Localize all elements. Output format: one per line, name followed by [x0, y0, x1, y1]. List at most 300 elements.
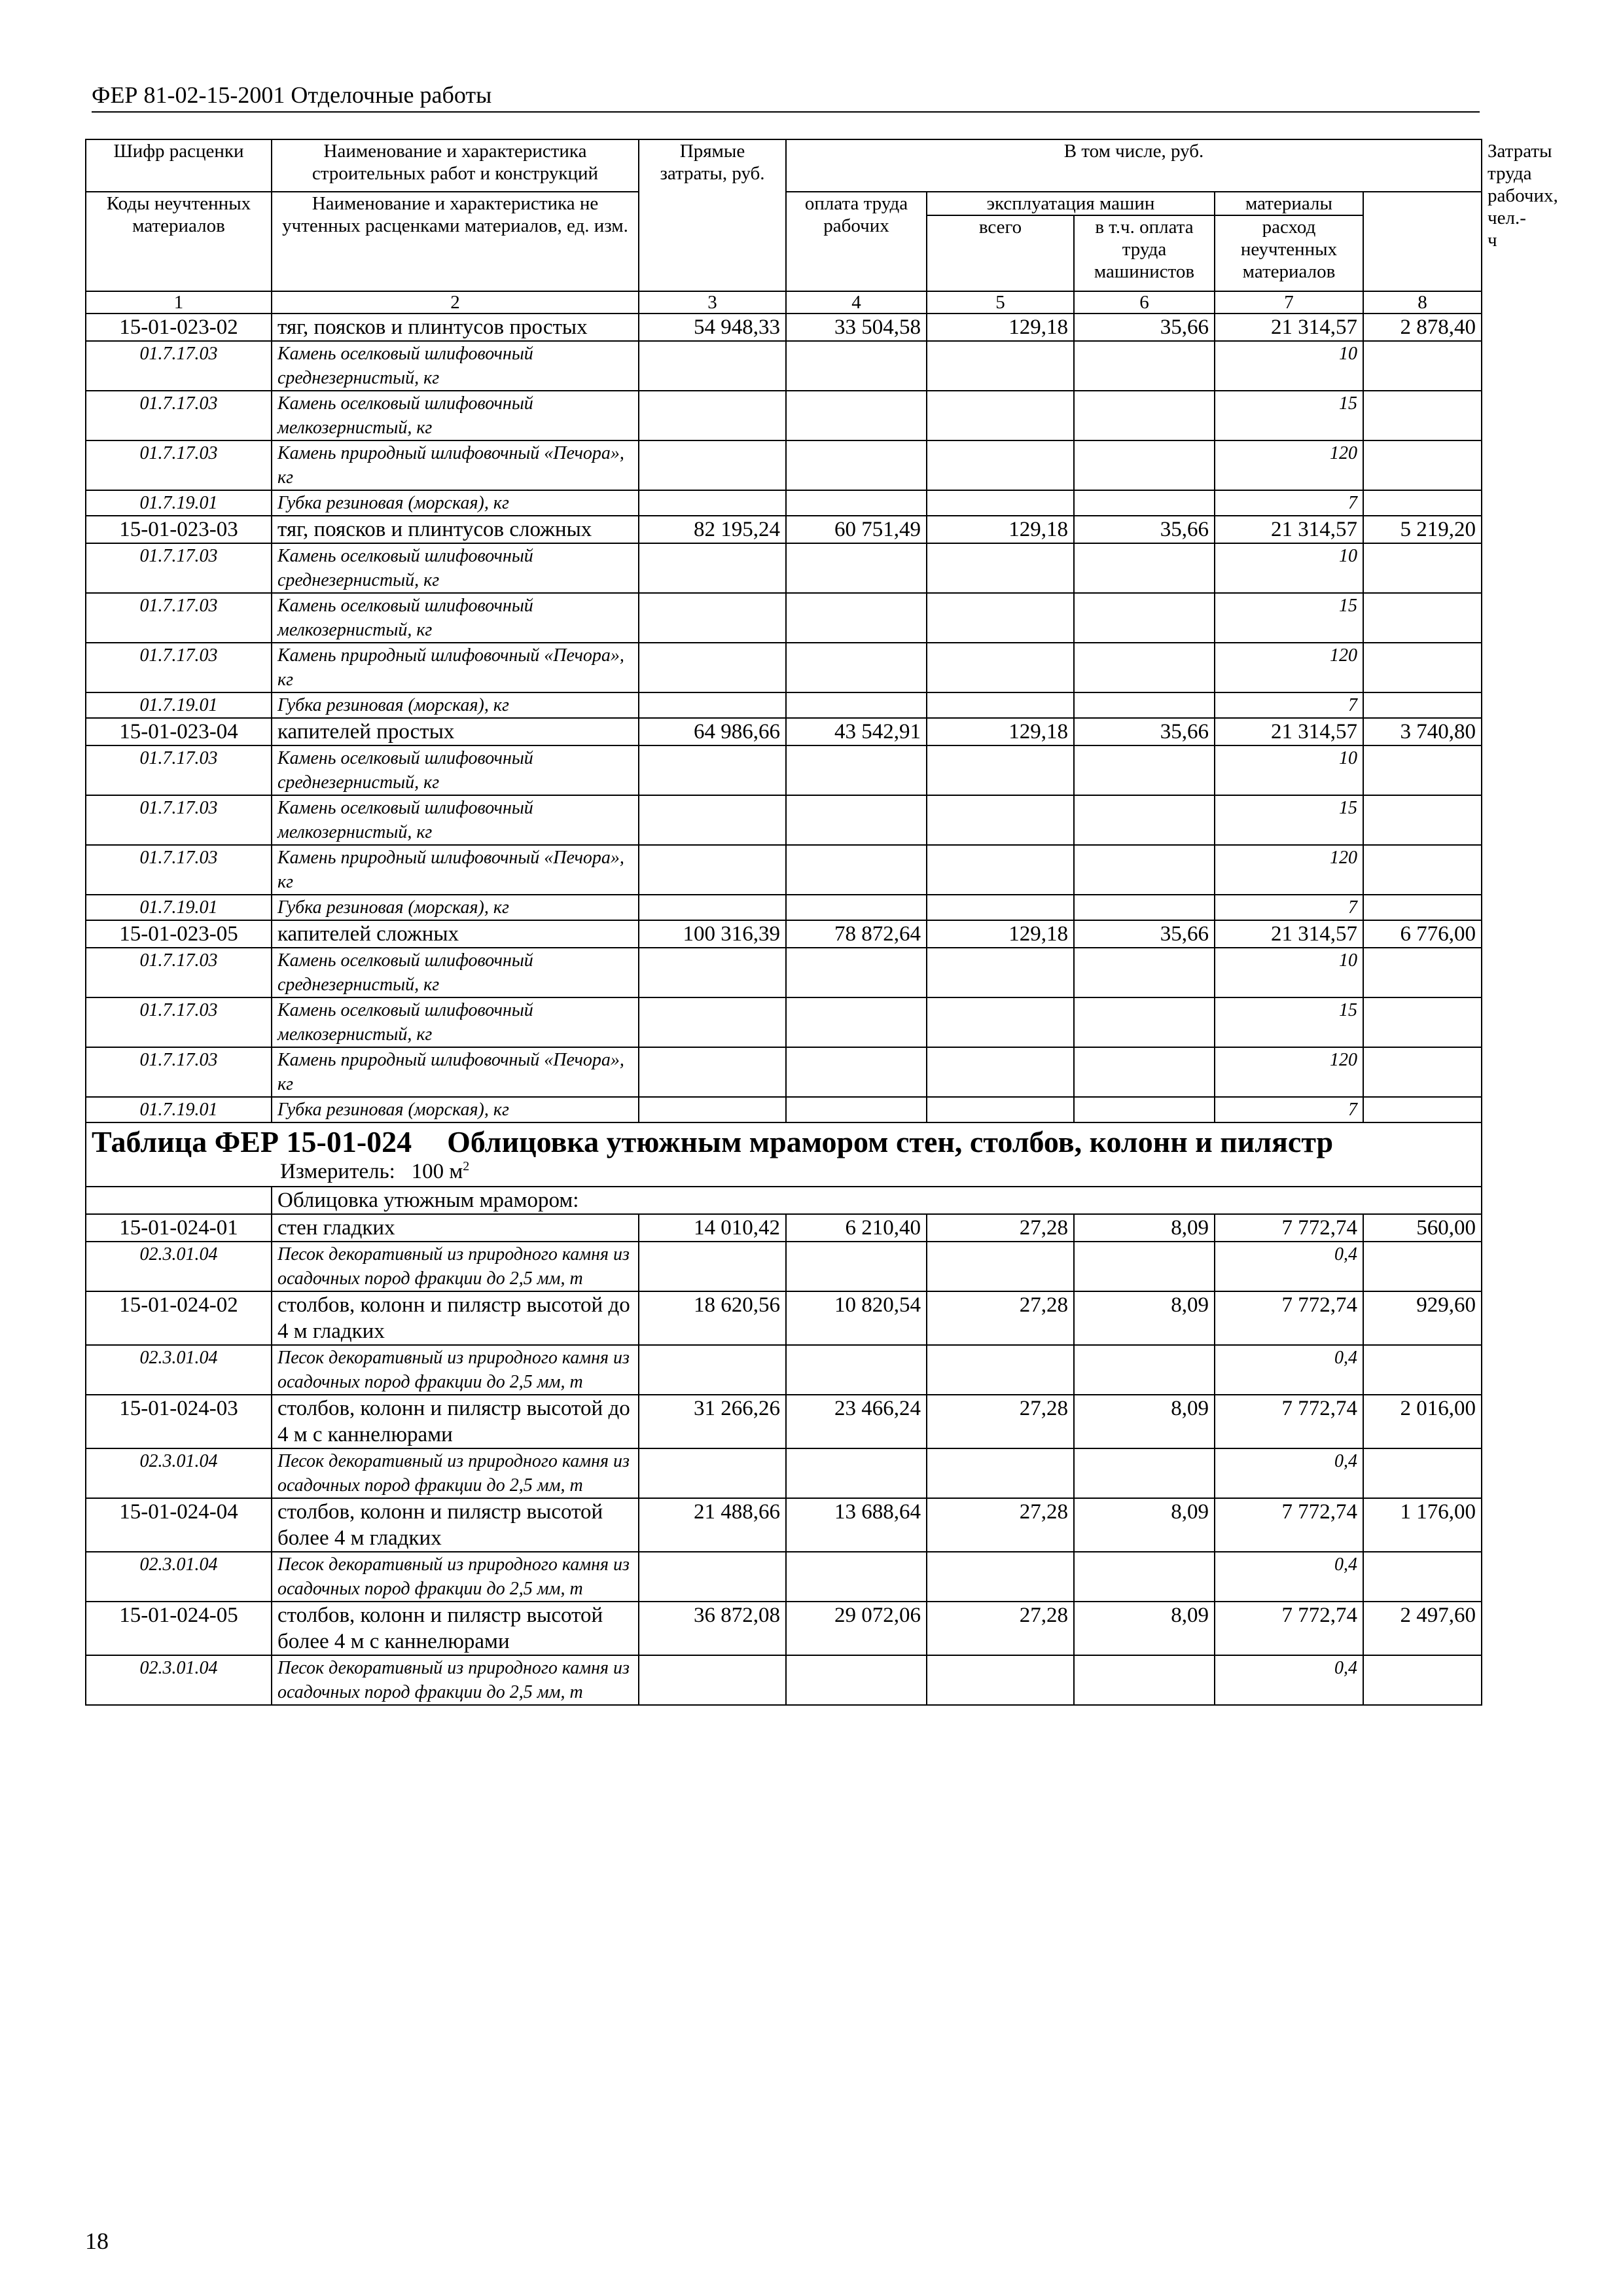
- material-name: Камень природный шлифовочный «Печора», кг: [272, 845, 639, 895]
- material-quantity: 120: [1215, 845, 1363, 895]
- empty-cell: [1363, 895, 1482, 920]
- empty-cell: [786, 1097, 927, 1122]
- empty-cell: [639, 643, 786, 692]
- empty-cell: [1363, 745, 1482, 795]
- material-row: [86, 643, 1482, 692]
- empty-cell: [1363, 490, 1482, 516]
- material-code: 01.7.17.03: [86, 643, 272, 692]
- empty-cell: [1074, 1242, 1215, 1291]
- rate-code: 15-01-023-02: [86, 314, 272, 341]
- empty-cell: [639, 490, 786, 516]
- material-quantity: 120: [1215, 1047, 1363, 1097]
- empty-cell: [639, 1345, 786, 1395]
- empty-cell: [786, 795, 927, 845]
- column-number: 7: [1215, 291, 1363, 314]
- worker-pay: 60 751,49: [786, 516, 927, 543]
- empty-cell: [1363, 795, 1482, 845]
- empty-cell: [1363, 1345, 1482, 1395]
- empty-cell: [1363, 341, 1482, 391]
- material-quantity: 15: [1215, 391, 1363, 440]
- direct-costs: 36 872,08: [639, 1602, 786, 1655]
- material-name: Камень природный шлифовочный «Печора», кг: [272, 1047, 639, 1097]
- header-name-bottom: Наименование и характеристика не учтенных расценками материалов, ед. изм.: [272, 192, 639, 291]
- table-row: [86, 516, 1482, 543]
- empty-cell: [1363, 1242, 1482, 1291]
- material-name: Камень оселковый шлифовочный мелкозернистый, кг: [272, 795, 639, 845]
- materials-cost: 21 314,57: [1215, 718, 1363, 745]
- worker-pay: 23 466,24: [786, 1395, 927, 1448]
- empty-cell: [927, 1097, 1074, 1122]
- materials-cost: 21 314,57: [1215, 516, 1363, 543]
- group-label: Облицовка утюжным мрамором:: [272, 1187, 1482, 1214]
- material-name: Песок декоративный из природного камня из осадочных пород фракции до 2,5 мм, т: [272, 1242, 639, 1291]
- empty-cell: [1074, 543, 1215, 593]
- header-machine-operation: эксплуатация машин: [927, 192, 1215, 215]
- empty-cell: [1363, 692, 1482, 718]
- table-title-number: Таблица ФЕР 15-01-024: [92, 1125, 412, 1158]
- empty-cell: [1074, 440, 1215, 490]
- rate-code: 15-01-024-04: [86, 1498, 272, 1552]
- materials-cost: 7 772,74: [1215, 1214, 1363, 1242]
- material-quantity: 0,4: [1215, 1655, 1363, 1705]
- empty-cell: [786, 341, 927, 391]
- empty-cell: [786, 440, 927, 490]
- worker-pay: 6 210,40: [786, 1214, 927, 1242]
- material-code: 01.7.19.01: [86, 895, 272, 920]
- empty-cell: [1074, 593, 1215, 643]
- direct-costs: 31 266,26: [639, 1395, 786, 1448]
- material-quantity: 15: [1215, 593, 1363, 643]
- material-code: 02.3.01.04: [86, 1345, 272, 1395]
- section-ferr-15-01-024: [86, 1214, 1482, 1705]
- material-name: Камень оселковый шлифовочный среднезернистый, кг: [272, 745, 639, 795]
- empty-cell: [1074, 1097, 1215, 1122]
- empty-cell: [927, 795, 1074, 845]
- work-name: столбов, колонн и пилястр высотой более 4 м с каннелюрами: [272, 1602, 639, 1655]
- materials-cost: 21 314,57: [1215, 314, 1363, 341]
- empty-cell: [1363, 948, 1482, 997]
- machine-total: 129,18: [927, 920, 1074, 948]
- worker-pay: 10 820,54: [786, 1291, 927, 1345]
- table-row: [86, 1291, 1482, 1345]
- machinist-pay: 35,66: [1074, 920, 1215, 948]
- document-title: ФЕР 81-02-15-2001 Отделочные работы: [92, 82, 492, 108]
- machinist-pay: 35,66: [1074, 516, 1215, 543]
- empty-cell: [786, 895, 927, 920]
- material-quantity: 0,4: [1215, 1448, 1363, 1498]
- empty-cell: [786, 845, 927, 895]
- direct-costs: 64 986,66: [639, 718, 786, 745]
- empty-cell: [639, 845, 786, 895]
- rate-code: 15-01-024-03: [86, 1395, 272, 1448]
- material-quantity: 120: [1215, 643, 1363, 692]
- page-number: 18: [85, 2228, 109, 2254]
- table-title-row: [86, 1122, 1482, 1160]
- table-row: [86, 1214, 1482, 1242]
- meter-value: 100 м: [411, 1160, 463, 1183]
- labor-costs: 3 740,80: [1363, 718, 1482, 745]
- material-row: [86, 593, 1482, 643]
- direct-costs: 14 010,42: [639, 1214, 786, 1242]
- table-row: [86, 1395, 1482, 1448]
- worker-pay: 33 504,58: [786, 314, 927, 341]
- table-row: [86, 1498, 1482, 1552]
- empty-cell: [1074, 341, 1215, 391]
- material-name: Камень оселковый шлифовочный мелкозернистый, кг: [272, 391, 639, 440]
- material-row: [86, 948, 1482, 997]
- empty-cell: [1074, 795, 1215, 845]
- empty-cell: [786, 692, 927, 718]
- direct-costs: 54 948,33: [639, 314, 786, 341]
- empty-cell: [786, 1448, 927, 1498]
- work-name: стен гладких: [272, 1214, 639, 1242]
- work-name: тяг, поясков и плинтусов сложных: [272, 516, 639, 543]
- material-code: 01.7.17.03: [86, 593, 272, 643]
- rate-code: 15-01-023-03: [86, 516, 272, 543]
- worker-pay: 43 542,91: [786, 718, 927, 745]
- material-name: Камень оселковый шлифовочный мелкозернистый, кг: [272, 593, 639, 643]
- worker-pay: 13 688,64: [786, 1498, 927, 1552]
- materials-cost: 7 772,74: [1215, 1602, 1363, 1655]
- machine-total: 27,28: [927, 1498, 1074, 1552]
- material-code: 02.3.01.04: [86, 1655, 272, 1705]
- column-number: 3: [639, 291, 786, 314]
- material-quantity: 7: [1215, 1097, 1363, 1122]
- header-total: всего: [927, 215, 1074, 291]
- material-code: 01.7.17.03: [86, 948, 272, 997]
- rate-code: 15-01-023-04: [86, 718, 272, 745]
- material-row: [86, 895, 1482, 920]
- header-worker-pay: оплата труда рабочих: [786, 192, 927, 291]
- material-quantity: 0,4: [1215, 1345, 1363, 1395]
- empty-cell: [927, 1552, 1074, 1602]
- material-code: 02.3.01.04: [86, 1242, 272, 1291]
- material-name: Камень оселковый шлифовочный среднезернистый, кг: [272, 341, 639, 391]
- material-name: Камень природный шлифовочный «Печора», кг: [272, 440, 639, 490]
- empty-cell: [1074, 490, 1215, 516]
- empty-cell: [927, 543, 1074, 593]
- column-number: 6: [1074, 291, 1215, 314]
- empty-cell: [1074, 845, 1215, 895]
- direct-costs: 21 488,66: [639, 1498, 786, 1552]
- labor-costs: 6 776,00: [1363, 920, 1482, 948]
- group-cell-empty: [86, 1187, 272, 1214]
- empty-cell: [786, 745, 927, 795]
- rate-code: 15-01-024-05: [86, 1602, 272, 1655]
- material-name: Песок декоративный из природного камня из осадочных пород фракции до 2,5 мм, т: [272, 1552, 639, 1602]
- empty-cell: [1074, 745, 1215, 795]
- material-row: [86, 997, 1482, 1047]
- empty-cell: [639, 895, 786, 920]
- empty-cell: [639, 543, 786, 593]
- material-quantity: 10: [1215, 948, 1363, 997]
- empty-cell: [639, 1097, 786, 1122]
- empty-cell: [1363, 1552, 1482, 1602]
- empty-cell: [927, 692, 1074, 718]
- empty-cell: [639, 948, 786, 997]
- work-name: столбов, колонн и пилястр высотой более 4 м гладких: [272, 1498, 639, 1552]
- work-name: столбов, колонн и пилястр высотой до 4 м с каннелюрами: [272, 1395, 639, 1448]
- section-ferr-15-01-023: [86, 314, 1482, 1122]
- empty-cell: [927, 490, 1074, 516]
- empty-cell: [927, 391, 1074, 440]
- empty-cell: [1363, 643, 1482, 692]
- empty-cell: [786, 1047, 927, 1097]
- empty-cell: [786, 593, 927, 643]
- table-title: [86, 1122, 1482, 1160]
- material-row: [86, 543, 1482, 593]
- machine-total: 27,28: [927, 1214, 1074, 1242]
- header-unaccounted-codes: Коды неучтенных материалов: [86, 192, 272, 291]
- empty-cell: [786, 1242, 927, 1291]
- empty-cell: [927, 948, 1074, 997]
- empty-cell: [639, 692, 786, 718]
- material-quantity: 10: [1215, 341, 1363, 391]
- material-name: Губка резиновая (морская), кг: [272, 490, 639, 516]
- material-row: [86, 1345, 1482, 1395]
- empty-cell: [1363, 543, 1482, 593]
- table-row: [86, 920, 1482, 948]
- empty-cell: [927, 643, 1074, 692]
- material-code: 01.7.19.01: [86, 692, 272, 718]
- material-row: [86, 391, 1482, 440]
- column-number: 1: [86, 291, 272, 314]
- machine-total: 129,18: [927, 314, 1074, 341]
- empty-cell: [1363, 1047, 1482, 1097]
- empty-cell: [639, 997, 786, 1047]
- material-code: 01.7.17.03: [86, 1047, 272, 1097]
- machinist-pay: 8,09: [1074, 1602, 1215, 1655]
- empty-cell: [1363, 391, 1482, 440]
- machine-total: 129,18: [927, 516, 1074, 543]
- work-name: столбов, колонн и пилястр высотой до 4 м гладких: [272, 1291, 639, 1345]
- empty-cell: [1363, 1448, 1482, 1498]
- material-name: Песок декоративный из природного камня из осадочных пород фракции до 2,5 мм, т: [272, 1448, 639, 1498]
- labor-costs: 2 497,60: [1363, 1602, 1482, 1655]
- empty-cell: [927, 1047, 1074, 1097]
- material-name: Губка резиновая (морская), кг: [272, 895, 639, 920]
- page-header: [92, 75, 1480, 113]
- material-row: [86, 845, 1482, 895]
- header-name-top: Наименование и характеристика строительных работ и конструкций: [272, 139, 639, 192]
- material-row: [86, 1097, 1482, 1122]
- rates-table: [85, 139, 1558, 1706]
- material-code: 01.7.17.03: [86, 845, 272, 895]
- material-row: [86, 692, 1482, 718]
- machine-total: 27,28: [927, 1291, 1074, 1345]
- machinist-pay: 8,09: [1074, 1214, 1215, 1242]
- material-name: Камень оселковый шлифовочный мелкозернистый, кг: [272, 997, 639, 1047]
- table-title-text: Облицовка утюжным мрамором стен, столбов, колонн и пилястр: [447, 1125, 1334, 1158]
- empty-cell: [1074, 1448, 1215, 1498]
- empty-cell: [927, 997, 1074, 1047]
- material-code: 01.7.19.01: [86, 490, 272, 516]
- empty-cell: [1074, 895, 1215, 920]
- machinist-pay: 8,09: [1074, 1291, 1215, 1345]
- empty-cell: [927, 593, 1074, 643]
- machinist-pay: 8,09: [1074, 1395, 1215, 1448]
- machinist-pay: 35,66: [1074, 314, 1215, 341]
- empty-cell: [1363, 997, 1482, 1047]
- work-name: капителей простых: [272, 718, 639, 745]
- empty-cell: [927, 1345, 1074, 1395]
- material-name: Губка резиновая (морская), кг: [272, 1097, 639, 1122]
- material-code: 01.7.17.03: [86, 795, 272, 845]
- empty-cell: [639, 1655, 786, 1705]
- table-row: [86, 718, 1482, 745]
- empty-cell: [1074, 643, 1215, 692]
- machine-total: 27,28: [927, 1602, 1074, 1655]
- empty-cell: [639, 1242, 786, 1291]
- meter: [86, 1160, 1482, 1187]
- empty-cell: [639, 1047, 786, 1097]
- material-quantity: 7: [1215, 692, 1363, 718]
- empty-cell: [639, 745, 786, 795]
- material-code: 01.7.17.03: [86, 543, 272, 593]
- worker-pay: 29 072,06: [786, 1602, 927, 1655]
- labor-costs: 929,60: [1363, 1291, 1482, 1345]
- rate-code: 15-01-024-01: [86, 1214, 272, 1242]
- empty-cell: [927, 745, 1074, 795]
- material-row: [86, 1655, 1482, 1705]
- materials-cost: 7 772,74: [1215, 1395, 1363, 1448]
- work-name: капителей сложных: [272, 920, 639, 948]
- labor-costs: 1 176,00: [1363, 1498, 1482, 1552]
- material-name: Камень природный шлифовочный «Печора», кг: [272, 643, 639, 692]
- direct-costs: 18 620,56: [639, 1291, 786, 1345]
- empty-cell: [1074, 997, 1215, 1047]
- material-name: Камень оселковый шлифовочный среднезернистый, кг: [272, 948, 639, 997]
- empty-cell: [786, 948, 927, 997]
- meter-row: [86, 1160, 1482, 1187]
- material-code: 01.7.17.03: [86, 997, 272, 1047]
- empty-cell: [786, 643, 927, 692]
- material-quantity: 15: [1215, 997, 1363, 1047]
- empty-cell: [639, 391, 786, 440]
- header-machinist-pay: в т.ч. оплата труда машинистов: [1074, 215, 1215, 291]
- rate-code: 15-01-023-05: [86, 920, 272, 948]
- material-code: 01.7.17.03: [86, 745, 272, 795]
- table-row: [86, 314, 1482, 341]
- machinist-pay: 8,09: [1074, 1498, 1215, 1552]
- empty-cell: [1074, 1552, 1215, 1602]
- empty-cell: [639, 440, 786, 490]
- empty-cell: [1363, 1655, 1482, 1705]
- material-code: 01.7.17.03: [86, 440, 272, 490]
- direct-costs: 100 316,39: [639, 920, 786, 948]
- material-quantity: 7: [1215, 490, 1363, 516]
- material-quantity: 120: [1215, 440, 1363, 490]
- empty-cell: [639, 1448, 786, 1498]
- empty-cell: [1074, 1047, 1215, 1097]
- material-quantity: 0,4: [1215, 1242, 1363, 1291]
- materials-cost: 7 772,74: [1215, 1291, 1363, 1345]
- material-row: [86, 1448, 1482, 1498]
- header-materials: материалы: [1215, 192, 1363, 215]
- empty-cell: [927, 440, 1074, 490]
- empty-cell: [1363, 1097, 1482, 1122]
- empty-cell: [1074, 1345, 1215, 1395]
- empty-cell: [786, 543, 927, 593]
- material-name: Камень оселковый шлифовочный среднезернистый, кг: [272, 543, 639, 593]
- empty-cell: [927, 1242, 1074, 1291]
- empty-cell: [927, 1448, 1074, 1498]
- material-row: [86, 1552, 1482, 1602]
- materials-cost: 21 314,57: [1215, 920, 1363, 948]
- labor-costs: 5 219,20: [1363, 516, 1482, 543]
- material-name: Песок декоративный из природного камня из осадочных пород фракции до 2,5 мм, т: [272, 1655, 639, 1705]
- empty-cell: [639, 795, 786, 845]
- material-row: [86, 490, 1482, 516]
- empty-cell: [786, 490, 927, 516]
- material-quantity: 0,4: [1215, 1552, 1363, 1602]
- material-quantity: 7: [1215, 895, 1363, 920]
- material-name: Губка резиновая (морская), кг: [272, 692, 639, 718]
- material-code: 01.7.19.01: [86, 1097, 272, 1122]
- meter-sup: 2: [463, 1159, 470, 1174]
- material-code: 01.7.17.03: [86, 391, 272, 440]
- section-ferr-15-01-024-header: [86, 1122, 1482, 1214]
- material-row: [86, 1047, 1482, 1097]
- column-number: 4: [786, 291, 927, 314]
- material-code: 02.3.01.04: [86, 1448, 272, 1498]
- header-including: В том числе, руб.: [786, 139, 1482, 192]
- empty-cell: [639, 593, 786, 643]
- empty-cell: [1363, 440, 1482, 490]
- empty-cell: [786, 1345, 927, 1395]
- material-row: [86, 795, 1482, 845]
- table-row: [86, 1602, 1482, 1655]
- header-direct-costs: Прямые затраты, руб.: [639, 139, 786, 291]
- material-row: [86, 745, 1482, 795]
- machine-total: 129,18: [927, 718, 1074, 745]
- material-row: [86, 1242, 1482, 1291]
- machine-total: 27,28: [927, 1395, 1074, 1448]
- empty-cell: [786, 1655, 927, 1705]
- empty-cell: [1074, 948, 1215, 997]
- material-code: 02.3.01.04: [86, 1552, 272, 1602]
- empty-cell: [786, 997, 927, 1047]
- empty-cell: [927, 845, 1074, 895]
- empty-cell: [1363, 845, 1482, 895]
- empty-cell: [786, 391, 927, 440]
- header-cipher: Шифр расценки: [86, 139, 272, 192]
- labor-costs: 560,00: [1363, 1214, 1482, 1242]
- empty-cell: [927, 895, 1074, 920]
- empty-cell: [786, 1552, 927, 1602]
- material-row: [86, 440, 1482, 490]
- materials-cost: 7 772,74: [1215, 1498, 1363, 1552]
- empty-cell: [927, 341, 1074, 391]
- material-name: Песок декоративный из природного камня из осадочных пород фракции до 2,5 мм, т: [272, 1345, 639, 1395]
- table-header: Шифр расценки Наименование и характеристика строительных работ и конструкций Прямые затраты, руб. В том числе, руб. Затраты труда рабочих, чел.-ч Коды неучтенных материалов Наименование и характеристика не учтенных расценками материалов, ед. изм. оплата труда рабочих эксплуатация машин материалы всего в т.ч. оплата труда машинистов расход неучтенных материалов 1 2 3 4 5 6 7 8: [86, 139, 1482, 314]
- column-number: 2: [272, 291, 639, 314]
- work-name: тяг, поясков и плинтусов простых: [272, 314, 639, 341]
- empty-cell: [639, 341, 786, 391]
- empty-cell: [639, 1552, 786, 1602]
- column-number: 5: [927, 291, 1074, 314]
- material-quantity: 10: [1215, 543, 1363, 593]
- material-quantity: 15: [1215, 795, 1363, 845]
- column-number: 8: [1363, 291, 1482, 314]
- rate-code: 15-01-024-02: [86, 1291, 272, 1345]
- material-row: [86, 341, 1482, 391]
- machinist-pay: 35,66: [1074, 718, 1215, 745]
- empty-cell: [1074, 692, 1215, 718]
- material-code: 01.7.17.03: [86, 341, 272, 391]
- empty-cell: [1363, 593, 1482, 643]
- material-quantity: 10: [1215, 745, 1363, 795]
